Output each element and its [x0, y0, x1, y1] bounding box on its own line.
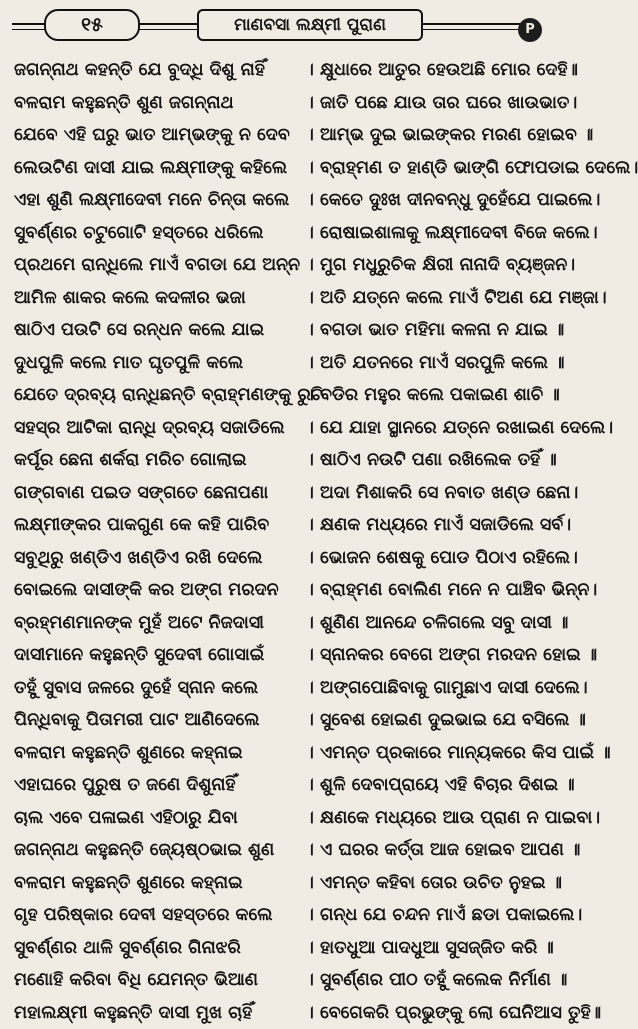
verse-first-half: ଲେଉଟିଣ ଦାସୀ ଯାଇ ଲକ୍ଷ୍ମୀଙ୍କୁ କହିଲେ: [14, 152, 304, 185]
verse-first-half: ପ୍ରଥମେ ରାନ୍ଧିଲେ ମାଏଁ ବଗଡା ଯେ ଅନ୍ନ: [14, 249, 304, 282]
verse-row: [14, 672, 592, 705]
verse-second-half: । ଭୋଜନ ଶେଷକୁ ପୋଡ ପିଠାଏ ରହିଲେ।: [306, 542, 592, 575]
verse-row: [14, 542, 592, 575]
verse-second-half: । ହାତଧୁଆ ପାଦଧୁଆ ସୁସଜ୍ଜିତ କରି ॥: [306, 932, 592, 965]
verse-first-half: ସୁବର୍ଣ୍ଣର ଥାଳି ସୁବର୍ଣ୍ଣର ଗିନାଝରି: [14, 932, 304, 965]
verse-second-half: । ମୁଗ ମଧୁରୁଚିକ କ୍ଷିରୀ ନାନାଦି ବ୍ୟଞ୍ଜନ।: [306, 249, 592, 282]
verse-row: [14, 54, 592, 87]
verse-second-half: । ଆମ୍ଭ ଦୁଇ ଭାଇଙ୍କର ମରଣ ହୋଇବ ॥: [306, 119, 592, 152]
verse-row: [14, 379, 592, 412]
verse-row: [14, 997, 592, 1029]
verse-second-half: । ଅଙ୍ଗପୋଛିବାକୁ ଗାମୁଛାଏ ଦାସୀ ଦେଲେ।: [306, 672, 592, 705]
verse-list: [14, 54, 592, 1029]
verse-second-half: । ଶୁଣିଣ ଆନନ୍ଦେ ଚଳିଗଲେ ସବୁ ଦାସୀ ॥: [306, 607, 592, 640]
verse-row: [14, 932, 592, 965]
verse-second-half: । କେତେ ଦୁଃଖ ଦୀନବନ୍ଧୁ ଦୁହେଁଯେ ପାଇଲେ।: [306, 184, 592, 217]
verse-first-half: ଚାଲ ଏବେ ପଳାଇଣ ଏହିଠାରୁ ଯିବା: [14, 802, 304, 835]
verse-first-half: ଦାସୀମାନେ କହୁଛନ୍ତି ସୁଦେବୀ ଗୋସାଇଁ: [14, 639, 304, 672]
verse-first-half: ମଣୋହି କରିବା ବିଧି ଯେମନ୍ତ ଭିଆଣ: [14, 964, 304, 997]
verse-row: [14, 899, 592, 932]
verse-first-half: ବଳରାମ କହୁଛନ୍ତି ଶୁଣରେ କହ୍ନାଇ: [14, 737, 304, 770]
verse-second-half: । ବଗଡା ଭାତ ମହିମା କଳନା ନ ଯାଇ ॥: [306, 314, 592, 347]
verse-first-half: ଦୁଧପୁଳି କଲେ ମାତ ଘୃତପୁଳି କଲେ: [14, 347, 304, 380]
verse-row: [14, 119, 592, 152]
verse-second-half: । ଅତି ଯତ୍ନେ କଲେ ମାଏଁ ଟିଅଣ ଯେ ମଞ୍ଜା।: [306, 282, 592, 315]
verse-second-half: । କ୍ଷୁଧାରେ ଆତୁର ହେଉଅଛି ମୋର ଦେହି॥: [306, 54, 592, 87]
verse-second-half: । କ୍ଷଣକେ ମଧ୍ୟରେ ଆଉ ପ୍ରାଣ ନ ପାଇବା।: [306, 802, 592, 835]
verse-second-half: । ଏମନ୍ତ ପ୍ରକାରେ ମାନ୍ୟକରେ କିସ ପାଇଁ ॥: [306, 737, 592, 770]
book-title: ମାଣବସା ଲକ୍ଷ୍ମୀ ପୁରାଣ: [197, 9, 423, 41]
verse-first-half: ଜଗନ୍ନାଥ କହନ୍ତି ଯେ ବୁଦ୍ଧି ଦିଶୁ ନାହିଁ: [14, 54, 304, 87]
verse-first-half: ସହସ୍ର ଆଟିକା ରାନ୍ଧି ଦ୍ରବ୍ୟ ସଜାଡିଲେ: [14, 412, 304, 445]
verse-second-half: । ରୋଷାଇଶାଳାକୁ ଲକ୍ଷ୍ମୀଦେବୀ ବିଜେ କଲେ।: [306, 217, 592, 250]
verse-first-half: ତହୁଁ ସୁବାସ ଜଳରେ ଦୁହେଁ ସ୍ନାନ କଲେ: [14, 672, 304, 705]
verse-row: [14, 347, 592, 380]
verse-second-half: । ଅତି ଯତନରେ ମାଏଁ ସରପୁଳି କଲେ ॥: [306, 347, 592, 380]
verse-second-half: । ଶୁଳି ଦେବାପ୍ରାୟେ ଏହି ବିଚାର ଦିଶଇ ॥: [306, 769, 592, 802]
verse-row: [14, 282, 592, 315]
verse-second-half: । ଯେ ଯାହା ସ୍ଥାନରେ ଯତ୍ନେ ରଖାଇଣ ଦେଲେ।: [306, 412, 592, 445]
verse-row: [14, 477, 592, 510]
verse-row: [14, 737, 592, 770]
verse-second-half: । ବ୍ରାହ୍ମଣ ତ ହାଣ୍ଡି ଭାଙ୍ଗି ଫୋପଡାଇ ଦେଲେ।: [306, 152, 592, 185]
verse-first-half: ଏହା ଶୁଣି ଲକ୍ଷ୍ମୀଦେବୀ ମନେ ଚିନ୍ତା କଲେ: [14, 184, 304, 217]
verse-row: [14, 412, 592, 445]
verse-row: [14, 444, 592, 477]
verse-first-half: ଆମିଳ ଶାକର କଲେ କଦଳୀର ଭଜା: [14, 282, 304, 315]
verse-row: [14, 509, 592, 542]
verse-second-half: । ବଡିର ମହୁର କଲେ ପକାଇଣ ଶାଚି ॥: [306, 379, 592, 412]
verse-second-half: । ବ୍ରାହ୍ମଣ ବୋଲିଣ ମନେ ନ ପାଞ୍ଚିବ ଭିନ୍ନ।: [306, 574, 592, 607]
verse-first-half: ବଳରାମ କହୁଛନ୍ତି ଶୁଣରେ କହ୍ନାଇ: [14, 867, 304, 900]
verse-second-half: । ଏ ଘରର କର୍ତ୍ତା ଆଜ ହୋଇବ ଆପଣ ॥: [306, 834, 592, 867]
verse-second-half: । ସୁବେଶ ହୋଇଣ ଦୁଇଭାଇ ଯେ ବସିଲେ ॥: [306, 704, 592, 737]
verse-row: [14, 607, 592, 640]
verse-second-half: । ବେଗେକରି ପ୍ରଭୁଙ୍କୁ ଲୋ ଘେନିଆସ ତୁହି॥: [306, 997, 592, 1029]
verse-row: [14, 87, 592, 120]
verse-row: [14, 867, 592, 900]
verse-first-half: ଯେବେ ଏହି ଘରୁ ଭାତ ଆମ୍ଭଙ୍କୁ ନ ଦେବ: [14, 119, 304, 152]
verse-row: [14, 639, 592, 672]
verse-row: [14, 314, 592, 347]
publisher-logo-icon: P: [518, 18, 542, 42]
verse-row: [14, 184, 592, 217]
verse-first-half: ଗୃହ ପରିଷ୍କାର ଦେବୀ ସହସ୍ତରେ କଲେ: [14, 899, 304, 932]
verse-row: [14, 152, 592, 185]
verse-row: [14, 704, 592, 737]
verse-first-half: ଏହାଘରେ ପୁରୁଷ ତ ଜଣେ ଦିଶୁନାହିଁ: [14, 769, 304, 802]
verse-second-half: । ଷାଠିଏ ନଉଟି ପଣା ରଖିଲେକ ତହିଁ ॥: [306, 444, 592, 477]
verse-row: [14, 964, 592, 997]
verse-first-half: କର୍ପୂର ଛେନା ଶର୍କରା ମରିଚ ଗୋଲାଇ: [14, 444, 304, 477]
verse-second-half: । କ୍ଷଣକ ମଧ୍ୟରେ ମାଏଁ ସଜାଡିଲେ ସର୍ବ।: [306, 509, 592, 542]
verse-first-half: ଯେତେ ଦ୍ରବ୍ୟ ରାନ୍ଧିଛନ୍ତି ବ୍ରାହ୍ମଣଙ୍କୁ ରୁଚି: [14, 379, 304, 412]
verse-first-half: ବ୍ରହ୍ମଣମାନଙ୍କ ମୁହଁ ଅଟେ ନିଜଦାସୀ: [14, 607, 304, 640]
verse-first-half: ଷାଠିଏ ପଉଟି ସେ ରନ୍ଧନ କଲେ ଯାଇ: [14, 314, 304, 347]
page-number: ୧୫: [44, 9, 140, 41]
verse-row: [14, 769, 592, 802]
verse-first-half: ଗଙ୍ଗବାଣ ପଇଡ ସଙ୍ଗତେ ଛେନାପଣା: [14, 477, 304, 510]
verse-second-half: । ସୁବର୍ଣ୍ଣର ପୀଠ ତହୁଁ କଲେକ ନିର୍ମାଣ ॥: [306, 964, 592, 997]
verse-second-half: । ଏମନ୍ତ କହିବା ତୋର ଉଚିତ ନୁହଇ ॥: [306, 867, 592, 900]
verse-second-half: । ଜାତି ପଛେ ଯାଉ ତାର ଘରେ ଖାଉଭାତ।: [306, 87, 592, 120]
verse-first-half: ମହାଲକ୍ଷ୍ମୀ କହୁଛନ୍ତି ଦାସୀ ମୁଖ ଚାହିଁ: [14, 997, 304, 1029]
verse-first-half: ଲକ୍ଷ୍ମୀଙ୍କର ପାକଗୁଣ କେ କହି ପାରିବ: [14, 509, 304, 542]
verse-second-half: । ଗନ୍ଧ ଯେ ଚନ୍ଦନ ମାଏଁ ଛଡା ପକାଇଲେ।: [306, 899, 592, 932]
verse-first-half: ସବୁଥିରୁ ଖଣ୍ଡିଏ ଖଣ୍ଡିଏ ରଖି ଦେଲେ: [14, 542, 304, 575]
verse-first-half: ବଳରାମ କହୁଛନ୍ତି ଶୁଣ ଜଗନ୍ନାଥ: [14, 87, 304, 120]
verse-first-half: ସୁବର୍ଣ୍ଣର ଚଟୁଗୋଟି ହସ୍ତରେ ଧରିଲେ: [14, 217, 304, 250]
verse-row: [14, 574, 592, 607]
verse-row: [14, 217, 592, 250]
verse-row: [14, 802, 592, 835]
verse-row: [14, 249, 592, 282]
verse-first-half: ଜଗନ୍ନାଥ କହୁଛନ୍ତି ଜ୍ୟେଷ୍ଠଭାଇ ଶୁଣ: [14, 834, 304, 867]
verse-second-half: । ଅଦା ମିଶାକରି ସେ ନବାତ ଖଣ୍ଡ ଛେନା।: [306, 477, 592, 510]
verse-row: [14, 834, 592, 867]
verse-first-half: ବୋଇଲେ ଦାସୀଙ୍କି କର ଅଙ୍ଗ ମରଦନ: [14, 574, 304, 607]
verse-first-half: ପିନ୍ଧିବାକୁ ପିତାମରୀ ପାଟ ଆଣିଦେଲେ: [14, 704, 304, 737]
page-header: [0, 0, 600, 48]
verse-second-half: । ସ୍ନାନକର ବେଗେ ଅଙ୍ଗ ମରଦନ ହୋଇ ॥: [306, 639, 592, 672]
